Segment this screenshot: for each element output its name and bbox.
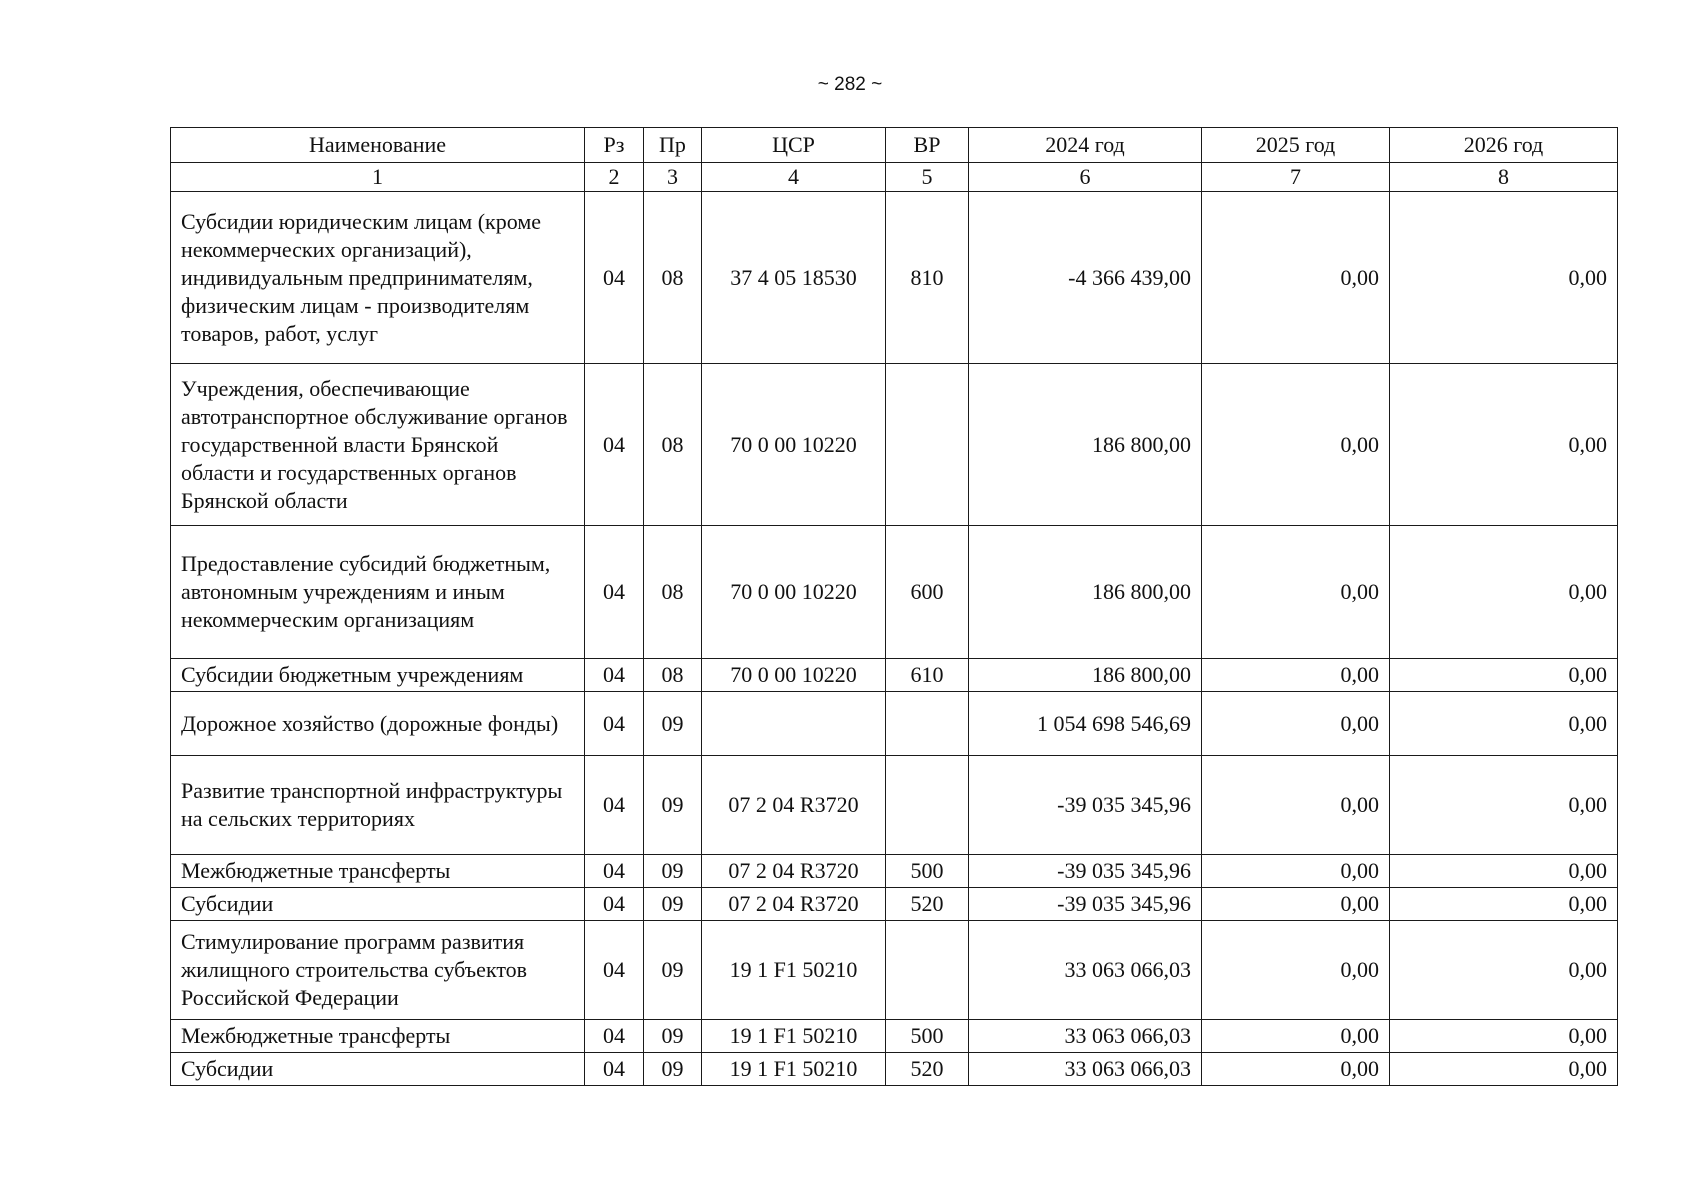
cell-pr: 09	[644, 692, 702, 756]
table-row	[171, 192, 1618, 364]
cell-vr	[886, 364, 969, 526]
cell-2026: 0,00	[1390, 1053, 1618, 1086]
header-csr: ЦСР	[702, 128, 886, 163]
table-row	[171, 659, 1618, 692]
header-2024: 2024 год	[969, 128, 1202, 163]
cell-pr: 09	[644, 756, 702, 855]
cell-2026: 0,00	[1390, 192, 1618, 364]
cell-rz: 04	[585, 364, 644, 526]
cell-rz: 04	[585, 526, 644, 659]
cell-vr	[886, 921, 969, 1020]
column-number: 8	[1390, 163, 1618, 192]
cell-name: Стимулирование программ развития жилищного строительства субъектов Российской Федерации	[171, 921, 585, 1020]
cell-2026: 0,00	[1390, 888, 1618, 921]
cell-rz: 04	[585, 659, 644, 692]
cell-name: Субсидии	[171, 1053, 585, 1086]
cell-2024: 186 800,00	[969, 659, 1202, 692]
budget-table	[170, 127, 1618, 1086]
cell-pr: 08	[644, 192, 702, 364]
header-2026: 2026 год	[1390, 128, 1618, 163]
table-row	[171, 526, 1618, 659]
cell-rz: 04	[585, 192, 644, 364]
cell-2025: 0,00	[1202, 526, 1390, 659]
header-pr: Пр	[644, 128, 702, 163]
cell-pr: 08	[644, 659, 702, 692]
cell-name: Субсидии	[171, 888, 585, 921]
cell-rz: 04	[585, 692, 644, 756]
cell-csr: 07 2 04 R3720	[702, 888, 886, 921]
table-row	[171, 364, 1618, 526]
cell-2024: -39 035 345,96	[969, 756, 1202, 855]
cell-vr: 610	[886, 659, 969, 692]
cell-pr: 09	[644, 1053, 702, 1086]
cell-vr: 500	[886, 1020, 969, 1053]
cell-2025: 0,00	[1202, 1053, 1390, 1086]
cell-name: Межбюджетные трансферты	[171, 855, 585, 888]
table-row	[171, 692, 1618, 756]
header-row	[171, 128, 1618, 163]
cell-pr: 09	[644, 1020, 702, 1053]
cell-2025: 0,00	[1202, 192, 1390, 364]
column-number: 3	[644, 163, 702, 192]
cell-rz: 04	[585, 1020, 644, 1053]
cell-csr: 70 0 00 10220	[702, 659, 886, 692]
cell-2026: 0,00	[1390, 921, 1618, 1020]
table-row	[171, 888, 1618, 921]
cell-rz: 04	[585, 855, 644, 888]
cell-2026: 0,00	[1390, 526, 1618, 659]
cell-vr	[886, 756, 969, 855]
cell-2024: 186 800,00	[969, 526, 1202, 659]
cell-vr	[886, 692, 969, 756]
cell-2025: 0,00	[1202, 921, 1390, 1020]
table-row	[171, 921, 1618, 1020]
cell-2026: 0,00	[1390, 364, 1618, 526]
cell-vr: 520	[886, 1053, 969, 1086]
cell-2024: 33 063 066,03	[969, 1020, 1202, 1053]
cell-pr: 09	[644, 921, 702, 1020]
cell-pr: 09	[644, 888, 702, 921]
table-row	[171, 855, 1618, 888]
cell-name: Развитие транспортной инфраструктуры на сельских территориях	[171, 756, 585, 855]
cell-2024: -39 035 345,96	[969, 855, 1202, 888]
cell-name: Дорожное хозяйство (дорожные фонды)	[171, 692, 585, 756]
cell-2026: 0,00	[1390, 692, 1618, 756]
column-number: 5	[886, 163, 969, 192]
cell-2026: 0,00	[1390, 1020, 1618, 1053]
table-row	[171, 1053, 1618, 1086]
cell-2025: 0,00	[1202, 692, 1390, 756]
cell-2026: 0,00	[1390, 855, 1618, 888]
cell-vr: 520	[886, 888, 969, 921]
cell-name: Субсидии юридическим лицам (кроме некоммерческих организаций), индивидуальным предпринимателям, физическим лицам - производителям товаров, работ, услуг	[171, 192, 585, 364]
cell-2025: 0,00	[1202, 888, 1390, 921]
cell-name: Учреждения, обеспечивающие автотранспортное обслуживание органов государственной власти Брянской области и государственных органов Брянской области	[171, 364, 585, 526]
cell-2024: 33 063 066,03	[969, 921, 1202, 1020]
cell-pr: 09	[644, 855, 702, 888]
cell-csr: 70 0 00 10220	[702, 526, 886, 659]
column-number-row	[171, 163, 1618, 192]
cell-csr: 19 1 F1 50210	[702, 1020, 886, 1053]
cell-name: Межбюджетные трансферты	[171, 1020, 585, 1053]
cell-2024: 1 054 698 546,69	[969, 692, 1202, 756]
column-number: 4	[702, 163, 886, 192]
cell-pr: 08	[644, 526, 702, 659]
cell-2025: 0,00	[1202, 1020, 1390, 1053]
cell-csr: 07 2 04 R3720	[702, 756, 886, 855]
cell-csr: 37 4 05 18530	[702, 192, 886, 364]
cell-2025: 0,00	[1202, 364, 1390, 526]
cell-2026: 0,00	[1390, 659, 1618, 692]
table-row	[171, 1020, 1618, 1053]
column-number: 2	[585, 163, 644, 192]
column-number: 7	[1202, 163, 1390, 192]
cell-csr: 07 2 04 R3720	[702, 855, 886, 888]
cell-vr: 500	[886, 855, 969, 888]
cell-csr	[702, 692, 886, 756]
cell-vr: 810	[886, 192, 969, 364]
cell-csr: 19 1 F1 50210	[702, 1053, 886, 1086]
cell-2025: 0,00	[1202, 855, 1390, 888]
cell-rz: 04	[585, 1053, 644, 1086]
cell-name: Субсидии бюджетным учреждениям	[171, 659, 585, 692]
cell-csr: 19 1 F1 50210	[702, 921, 886, 1020]
cell-2024: -39 035 345,96	[969, 888, 1202, 921]
cell-2024: 33 063 066,03	[969, 1053, 1202, 1086]
header-name: Наименование	[171, 128, 585, 163]
page-number: ~ 282 ~	[817, 74, 883, 95]
cell-name: Предоставление субсидий бюджетным, автономным учреждениям и иным некоммерческим организациям	[171, 526, 585, 659]
cell-rz: 04	[585, 921, 644, 1020]
header-2025: 2025 год	[1202, 128, 1390, 163]
cell-2025: 0,00	[1202, 756, 1390, 855]
table-row	[171, 756, 1618, 855]
cell-csr: 70 0 00 10220	[702, 364, 886, 526]
header-rz: Рз	[585, 128, 644, 163]
column-number: 1	[171, 163, 585, 192]
cell-rz: 04	[585, 756, 644, 855]
cell-rz: 04	[585, 888, 644, 921]
cell-pr: 08	[644, 364, 702, 526]
header-vr: ВР	[886, 128, 969, 163]
cell-2024: 186 800,00	[969, 364, 1202, 526]
cell-vr: 600	[886, 526, 969, 659]
cell-2026: 0,00	[1390, 756, 1618, 855]
column-number: 6	[969, 163, 1202, 192]
cell-2025: 0,00	[1202, 659, 1390, 692]
cell-2024: -4 366 439,00	[969, 192, 1202, 364]
